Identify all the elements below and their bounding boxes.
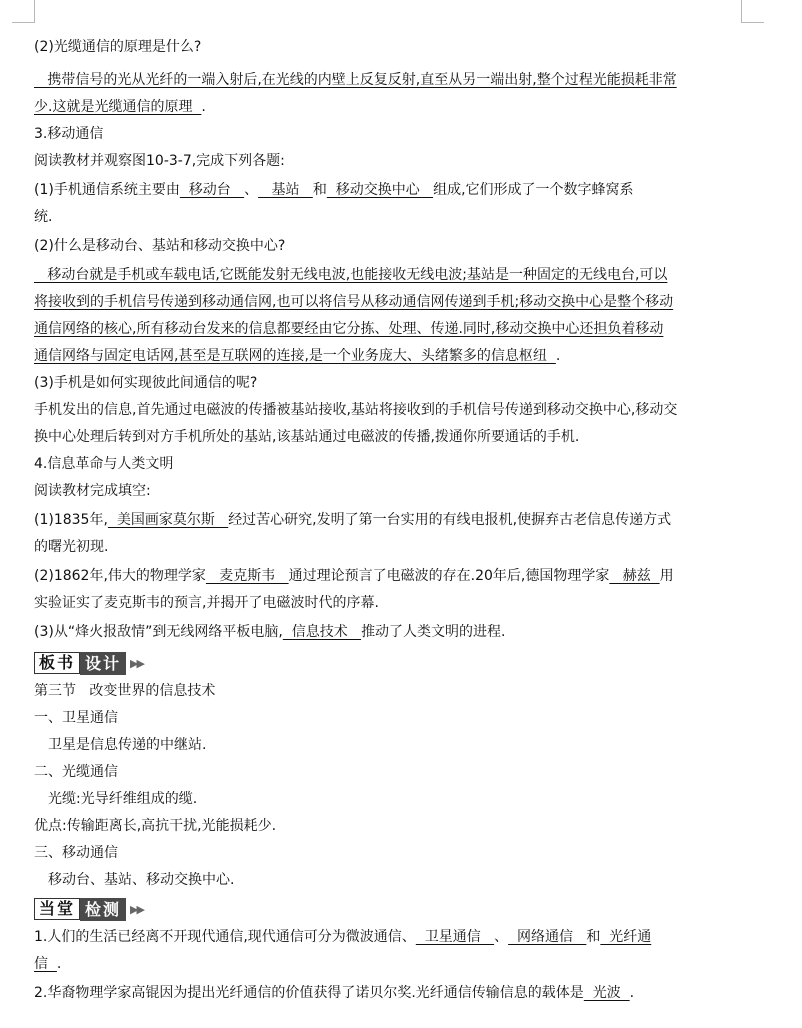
test-q1-blank-network: 网络通信 [508, 929, 587, 945]
q2-answer-text1: 携带信号的光从光纤的一端入射后,在光线的内壁上反复反射,直至从另一端出射,整个过程光能损耗非常 [34, 72, 677, 88]
page-corner-mark-right [741, 0, 764, 23]
s3-q2-answer-text3: 通信网络的核心,所有移动台发来的信息都要经由它分拣、处理、传递.同时,移动交换中心还担负着移动 [34, 321, 664, 337]
board-h2-body: 光缆:光导纤维组成的缆. [48, 791, 198, 807]
s3-q1-prefix: (1)手机通信系统主要由 [34, 182, 180, 198]
q2-answer-line2 [34, 94, 744, 121]
section4-heading: 4.信息革命与人类文明 [34, 456, 174, 472]
s3-q2-heading: (2)什么是移动台、基站和移动交换中心? [34, 238, 286, 254]
page-corner-mark-left [12, 0, 35, 23]
q2-answer-line1 [34, 67, 744, 94]
s3-q1-blank-mobile-station: 移动台 [179, 182, 245, 198]
test-q2-blank-lightwave: 光波 [583, 985, 630, 1001]
s3-q1-blank-base-station: 基站 [258, 182, 313, 198]
class-test-banner-part1: 当堂 [34, 898, 80, 920]
test-q1-end: . [56, 956, 62, 972]
board-design-banner-part2: 设计 [80, 652, 126, 675]
s4-q2-line [34, 563, 744, 590]
s4-q2-prefix: (2)1862年,伟大的物理学家 [34, 568, 206, 584]
q2-answer-text2: 少.这就是光缆通信的原理 [34, 99, 202, 115]
test-q1-line [34, 924, 744, 951]
s3-q2-answer-text1: 移动台就是手机或车载电话,它既能发射无线电波,也能接收无线电波;基站是一种固定的无线电台,可以 [34, 267, 668, 283]
s4-q3-suffix: 推动了人类文明的进程. [361, 624, 506, 640]
s3-q3-answer2: 换中心处理后转到对方手机所处的基站,该基站通过电磁波的传播,拨通你所要通话的手机. [34, 429, 580, 445]
s3-q1-line [34, 177, 744, 204]
board-h2-extra: 优点:传输距离长,高抗干扰,光能损耗少. [34, 818, 277, 834]
class-test-banner-part2: 检测 [80, 898, 126, 921]
test-q1-tail [34, 951, 744, 978]
s3-q1-suffix: 组成,它们形成了一个数字蜂窝系 [433, 182, 634, 198]
section3-heading: 3.移动通信 [34, 126, 104, 142]
s3-q3-heading: (3)手机是如何实现彼此间通信的呢? [34, 375, 258, 391]
s4-q2-tail: 实验证实了麦克斯韦的预言,并揭开了电磁波时代的序幕. [34, 595, 379, 611]
s3-q2-answer-line4 [34, 343, 744, 370]
test-q2-line [34, 980, 744, 1007]
double-arrow-icon: ▶▶ [130, 902, 143, 916]
board-design-banner [34, 650, 744, 676]
s4-q1-suffix: 经过苦心研究,发明了第一台实用的有线电报机,使摒弃古老信息传递方式 [228, 512, 672, 528]
section4-instruction: 阅读教材完成填空: [34, 483, 151, 499]
s3-q1-sep2: 和 [312, 182, 327, 198]
s4-q3-prefix: (3)从“烽火报敌情”到无线网络平板电脑, [34, 624, 283, 640]
s4-q1-prefix: (1)1835年, [34, 512, 108, 528]
s4-q2-blank-hertz: 赫兹 [609, 568, 660, 584]
s3-q1-blank-switching-center: 移动交换中心 [326, 182, 434, 198]
test-q1-blank-fiber-cont: 信 [34, 956, 57, 972]
document-page [34, 34, 744, 1007]
s3-q2-answer-line1 [34, 262, 744, 289]
s4-q3-line [34, 619, 744, 646]
board-h3-body: 移动台、基站、移动交换中心. [48, 872, 235, 888]
q2-heading: (2)光缆通信的原理是什么? [34, 39, 202, 55]
s3-q2-answer-text2: 将接收到的手机信号传递到移动通信网,也可以将信号从移动通信网传递到手机;移动交换中心是整个移动 [34, 294, 674, 310]
s3-q2-answer [34, 262, 744, 370]
board-h1-body: 卫星是信息传递的中继站. [48, 737, 207, 753]
s4-q1-blank-morse: 美国画家莫尔斯 [107, 512, 229, 528]
board-h1: 一、卫星通信 [34, 710, 118, 726]
s3-q2-period: . [555, 348, 561, 364]
q2-period: . [201, 99, 206, 115]
test-q1-prefix: 1.人们的生活已经离不开现代通信,现代通信可分为微波通信、 [34, 929, 416, 945]
test-q1-blank-fiber: 光纤通 [600, 929, 652, 945]
s4-q3-blank-info-tech: 信息技术 [282, 624, 362, 640]
s3-q2-answer-line3 [34, 316, 744, 343]
test-q2-prefix: 2.华裔物理学家高锟因为提出光纤通信的价值获得了诺贝尔奖.光纤通信传输信息的载体是 [34, 985, 584, 1001]
board-design-banner-part1: 板书 [34, 652, 80, 674]
test-q1-blank-satellite: 卫星通信 [415, 929, 495, 945]
test-q1-sep1: 、 [494, 929, 509, 945]
s3-q1-sep1: 、 [244, 182, 259, 198]
s4-q2-suffix: 用 [659, 568, 674, 584]
s4-q2-mid: 通过理论预言了电磁波的存在.20年后,德国物理学家 [288, 568, 610, 584]
s3-q2-answer-text4: 通信网络与固定电话网,甚至是互联网的连接,是一个业务庞大、头绪繁多的信息枢纽 [34, 348, 556, 364]
s3-q2-answer-line2 [34, 289, 744, 316]
board-title: 第三节 改变世界的信息技术 [34, 683, 216, 699]
s3-q3-answer1: 手机发出的信息,首先通过电磁波的传播被基站接收,基站将接收到的手机信号传递到移动交换中心,移动交 [34, 402, 678, 418]
s4-q1-tail: 的曙光初现. [34, 539, 109, 555]
s4-q1-line [34, 507, 744, 534]
board-h2: 二、光缆通信 [34, 764, 118, 780]
class-test-banner [34, 896, 744, 922]
double-arrow-icon: ▶▶ [130, 656, 143, 670]
s3-q1-tail: 统. [34, 209, 53, 225]
board-h3: 三、移动通信 [34, 845, 118, 861]
s4-q2-blank-maxwell: 麦克斯韦 [205, 568, 289, 584]
test-q1-sep2: 和 [586, 929, 601, 945]
section3-instruction: 阅读教材并观察图10-3-7,完成下列各题: [34, 153, 285, 169]
test-q2-end: . [629, 985, 635, 1001]
